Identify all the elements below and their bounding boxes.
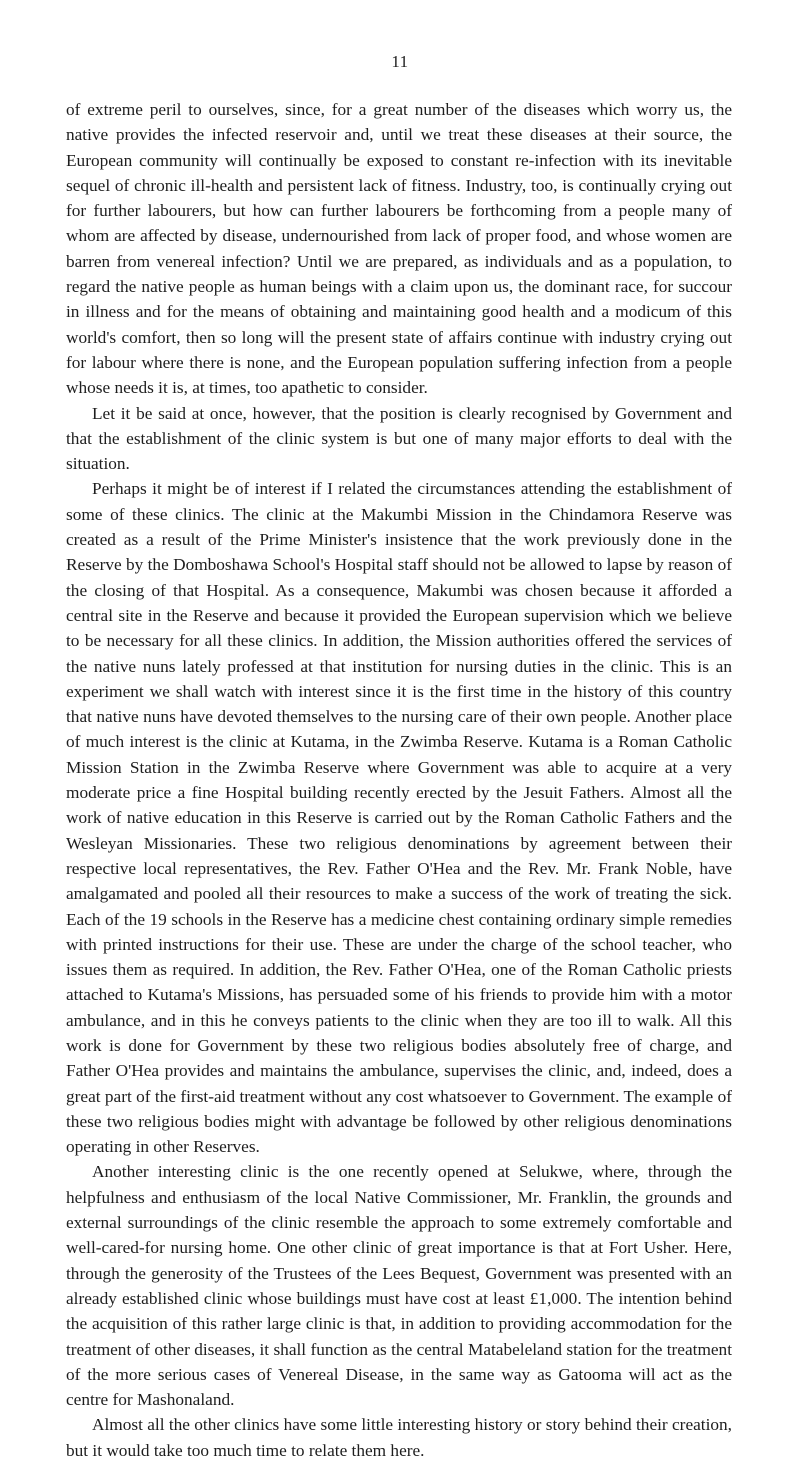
body-text — [66, 97, 732, 1463]
paragraph-closing: Almost all the other clinics have some little interesting history or story behind their creation, but it would take too much time to relate them here. — [66, 1415, 732, 1460]
page-number: 11 — [391, 52, 409, 71]
paragraph-continuation: of extreme peril to ourselves, since, for a great number of the diseases which worry us, the native provides the infected reservoir and, until we treat these diseases at their source, the European community will continually be exposed to constant re-infection with its inevitable sequel of chronic ill-health and persistent lack of fitness. Industry, too, is continually crying out for further labourers, but how can further labourers be forthcoming from a people many of whom are affected by disease, undernourished from lack of proper food, and whose women are barren from venereal infection? Until we are prepared, as individuals and as a population, to regard the native people as human beings with a claim upon us, the dominant race, for succour in illness and for the means of obtaining and maintaining good health and a modicum of this world's comfort, then so long will the present state of affairs continue with industry crying out for labour where there is none, and the European population suffering infection from a people whose needs it is, at times, too apathetic to consider. — [66, 100, 732, 398]
paragraph-government-recognition: Let it be said at once, however, that the position is clearly recognised by Government and that the establishment of the clinic system is but one of many major efforts to deal with the situation. — [66, 403, 732, 474]
paragraph-selukwe-fort-usher: Another interesting clinic is the one recently opened at Selukwe, where, through the helpfulness and enthusiasm of the local Native Commissioner, Mr. Franklin, the grounds and external surroundings of the clinic resemble the approach to some extremely comfortable and well-cared-for nursing home. One other clinic of great importance is that at Fort Usher. Here, through the generosity of the Trustees of the Lees Bequest, Government was presented with an already established clinic whose buildings must have cost at least £1,000. The intention behind the acquisition of this rather large clinic is that, in addition to providing accommodation for the treatment of other diseases, it shall function as the central Matabeleland station for the treatment of the more serious cases of Venereal Disease, in the same way as Gatooma will act as the centre for Mashonaland. — [66, 1162, 732, 1410]
paragraph-clinic-establishment: Perhaps it might be of interest if I related the circumstances attending the establishment of some of these clinics. The clinic at the Makumbi Mission in the Chindamora Reserve was created as a result of the Prime Minister's insistence that the work previously done in the Reserve by the Domboshawa School's Hospital staff should not be allowed to lapse by reason of the closing of that Hospital. As a consequence, Makumbi was chosen because it afforded a central site in the Reserve and because it provided the European supervision which we believe to be necessary for all these clinics. In addition, the Mission authorities offered the services of the native nuns lately professed at that institution for nursing duties in the clinic. This is an experiment we shall watch with interest since it is the first time in the history of this country that native nuns have devoted themselves to the nursing care of their own people. Another place of much interest is the clinic at Kutama, in the Zwimba Reserve. Kutama is a Roman Catholic Mission Station in the Zwimba Reserve where Government was able to acquire at a very moderate price a fine Hospital building recently erected by the Jesuit Fathers. Almost all the work of native education in this Reserve is carried out by the Roman Catholic Fathers and the Wesleyan Missionaries. These two religious denominations by agreement between their respective local representatives, the Rev. Father O'Hea and the Rev. Mr. Frank Noble, have amalgamated and pooled all their resources to make a success of the work of treating the sick. Each of the 19 schools in the Reserve has a medicine chest containing ordinary simple remedies with printed instructions for their use. These are under the charge of the school teacher, who issues them as required. In addition, the Rev. Father O'Hea, one of the Roman Catholic priests attached to Kutama's Missions, has persuaded some of his friends to provide him with a motor ambulance, and in this he conveys patients to the clinic when they are too ill to walk. All this work is done for Government by these two religious bodies absolutely free of charge, and Father O'Hea provides and maintains the ambulance, supervises the clinic, and, indeed, does a great part of the first-aid treatment without any cost whatsoever to Government. The example of these two religious bodies might with advantage be followed by other religious denominations operating in other Reserves. — [66, 479, 732, 1157]
